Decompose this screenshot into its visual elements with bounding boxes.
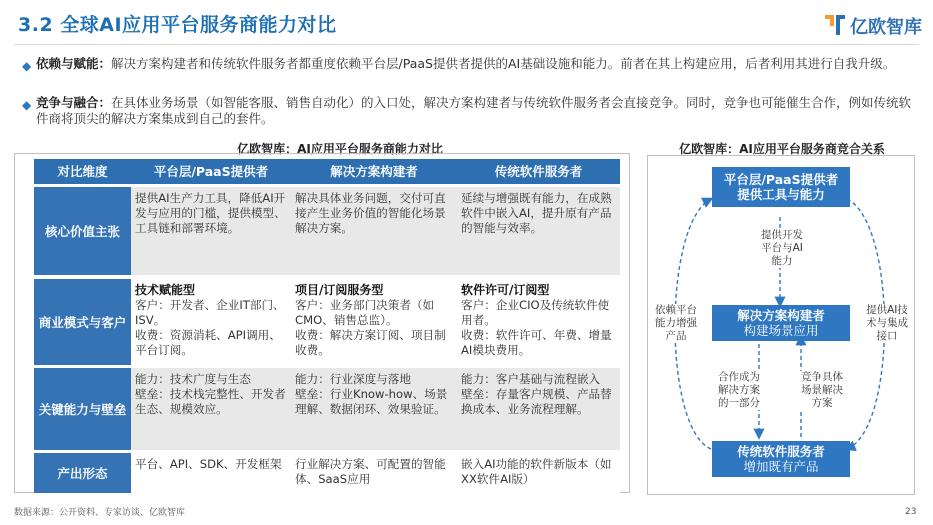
table-cell-line: 能力：客户基础与流程嵌入 xyxy=(461,372,601,386)
table-header-cell: 解决方案构建者 xyxy=(330,164,418,179)
title-divider xyxy=(14,44,919,45)
source-footnote: 数据来源：公开资料、专家访谈、亿欧智库 xyxy=(14,508,186,518)
table-cell-line: 嵌入AI功能的软件新版本（如XX软件AI版） xyxy=(461,457,612,486)
table-cell-line: 平台、API、SDK、开发框架 xyxy=(135,457,282,471)
diagram-label-line: 的一部分 xyxy=(718,397,760,409)
node-platform xyxy=(712,167,850,207)
table-row-label: 商业模式与客户 xyxy=(34,279,131,365)
label-left-loop xyxy=(652,304,700,343)
table-cell-line: 客户：企业CIO及传统软件使用者。 xyxy=(461,298,610,327)
table-cell-line: 能力：行业深度与落地 xyxy=(295,372,411,386)
diagram-label-line: 提供开发 xyxy=(761,229,803,241)
table-row xyxy=(34,187,620,275)
node-legacy xyxy=(712,441,850,477)
table-cell xyxy=(131,453,291,493)
table-cell-line: 能力：技术广度与生态 xyxy=(135,372,251,386)
label-compete xyxy=(797,371,847,410)
node-subtitle: 提供工具与能力 xyxy=(737,187,825,202)
diagram-label-line: 提供AI技 xyxy=(866,304,908,316)
table-cell xyxy=(457,279,620,365)
node-solution xyxy=(712,305,850,341)
node-subtitle: 增加既有产品 xyxy=(743,459,819,474)
diagram-label-line: 合作成为 xyxy=(718,371,760,383)
table-cell-line: 壁垒：行业Know-how、场景理解、数据闭环、效果验证。 xyxy=(295,387,448,416)
table-row xyxy=(34,279,620,365)
table-cell xyxy=(457,187,620,275)
table-row xyxy=(34,453,620,493)
brand-logo xyxy=(823,12,923,38)
table-row-label: 核心价值主张 xyxy=(34,187,131,275)
diagram-caption: 亿欧智库：AI应用平台服务商竞合关系 xyxy=(679,142,885,156)
table-header-cell: 平台层/PaaS提供者 xyxy=(153,164,269,179)
table-header xyxy=(34,159,620,184)
diagram-label-line: 场景解决 xyxy=(801,384,843,396)
diamond-bullet-icon: ◆ xyxy=(22,59,32,73)
table-cell-line: 提供AI生产力工具，降低AI开发与应用的门槛，提供模型、工具链和部署环境。 xyxy=(135,191,286,235)
table-row-label: 关键能力与壁垒 xyxy=(34,368,131,450)
table-cell xyxy=(291,453,457,493)
table-cell-line: 收费：资源消耗、API调用、平台订阅。 xyxy=(135,328,281,357)
diagram-label-line: 能力 xyxy=(771,255,793,267)
node-title: 传统软件服务者 xyxy=(737,444,825,459)
table-cell-title: 项目/订阅服务型 xyxy=(295,283,384,297)
page-title: 3.2 全球AI应用平台服务商能力对比 xyxy=(18,14,337,36)
label-cooperate xyxy=(714,371,764,410)
table-cell-line: 收费：解决方案订阅、项目制收费。 xyxy=(295,328,446,357)
bullet-text: 解决方案构建者和传统软件服务者都重度依赖平台层/PaaS提供者提供的AI基础设施和能力。前者在其上构建应用，后者利用其进行自我升级。 xyxy=(111,56,896,71)
bullet-text: 在具体业务场景（如智能客服、销售自动化）的入口处，解决方案构建者与传统软件服务者会直接竞争。同时，竞争也可能催生合作，例如传统软件商将顶尖的解决方案集成到自己的套件。 xyxy=(36,95,912,126)
table-cell xyxy=(457,368,620,450)
table-cell xyxy=(131,368,291,450)
diagram-label-line: 解决方案 xyxy=(718,384,760,396)
table-row-label: 产出形态 xyxy=(34,453,131,493)
table-cell-line: 解决具体业务问题，交付可直接产生业务价值的智能化场景解决方案。 xyxy=(295,191,446,235)
bullet-competition xyxy=(22,95,917,127)
table-cell-line: 客户：业务部门决策者（如CMO、销售总监）。 xyxy=(295,298,435,327)
diagram-label-line: 方案 xyxy=(811,397,833,409)
table-cell-line: 壁垒：存量客户规模、产品替换成本、业务流程理解。 xyxy=(461,387,612,416)
logo-mark-icon xyxy=(823,12,847,38)
node-title: 解决方案构建者 xyxy=(737,308,825,323)
table-cell-title: 软件许可/订阅型 xyxy=(461,283,550,297)
table-cell xyxy=(131,279,291,365)
diagram-label-line: 依赖平台 xyxy=(655,304,697,316)
table-cell xyxy=(291,187,457,275)
table-cell-title: 技术赋能型 xyxy=(135,283,196,297)
table-cell-line: 客户：开发者、企业IT部门、ISV。 xyxy=(135,298,285,327)
diagram-label-line: 平台与AI xyxy=(761,242,803,254)
label-dev-support xyxy=(758,229,806,268)
table-cell-line: 收费：软件许可、年费、增量AI模块费用。 xyxy=(461,328,612,357)
diamond-bullet-icon: ◆ xyxy=(22,98,32,112)
diagram-label-line: 竞争具体 xyxy=(801,371,843,383)
diagram-label-line: 能力增强 xyxy=(655,317,697,329)
table-cell xyxy=(291,279,457,365)
table-header-cell: 对比维度 xyxy=(57,164,108,179)
table-row xyxy=(34,368,620,450)
table-cell xyxy=(131,187,291,275)
bullet-lead: 竞争与融合： xyxy=(36,95,112,110)
logo-text: 亿欧智库 xyxy=(850,17,922,38)
table-cell-line: 行业解决方案、可配置的智能体、SaaS应用 xyxy=(295,457,446,486)
bullet-lead: 依赖与赋能： xyxy=(36,56,112,71)
diagram-label-line: 术与集成 xyxy=(866,317,908,329)
bullet-dependency xyxy=(22,56,917,72)
node-title: 平台层/PaaS提供者 xyxy=(723,172,839,187)
table-header-cell: 传统软件服务者 xyxy=(494,164,583,179)
label-right-loop xyxy=(862,304,912,343)
diagram-label-line: 接口 xyxy=(876,330,898,342)
table-cell xyxy=(291,368,457,450)
table-cell-line: 延续与增强既有能力，在成熟软件中嵌入AI，提升原有产品的智能与效率。 xyxy=(461,191,612,235)
diagram-label-line: 产品 xyxy=(665,330,687,342)
table-cell xyxy=(457,453,620,493)
table-caption: 亿欧智库：AI应用平台服务商能力对比 xyxy=(237,142,443,156)
table-cell-line: 壁垒：技术栈完整性、开发者生态、规模效应。 xyxy=(135,387,286,416)
page-number: 23 xyxy=(905,507,917,517)
node-subtitle: 构建场景应用 xyxy=(743,323,819,338)
